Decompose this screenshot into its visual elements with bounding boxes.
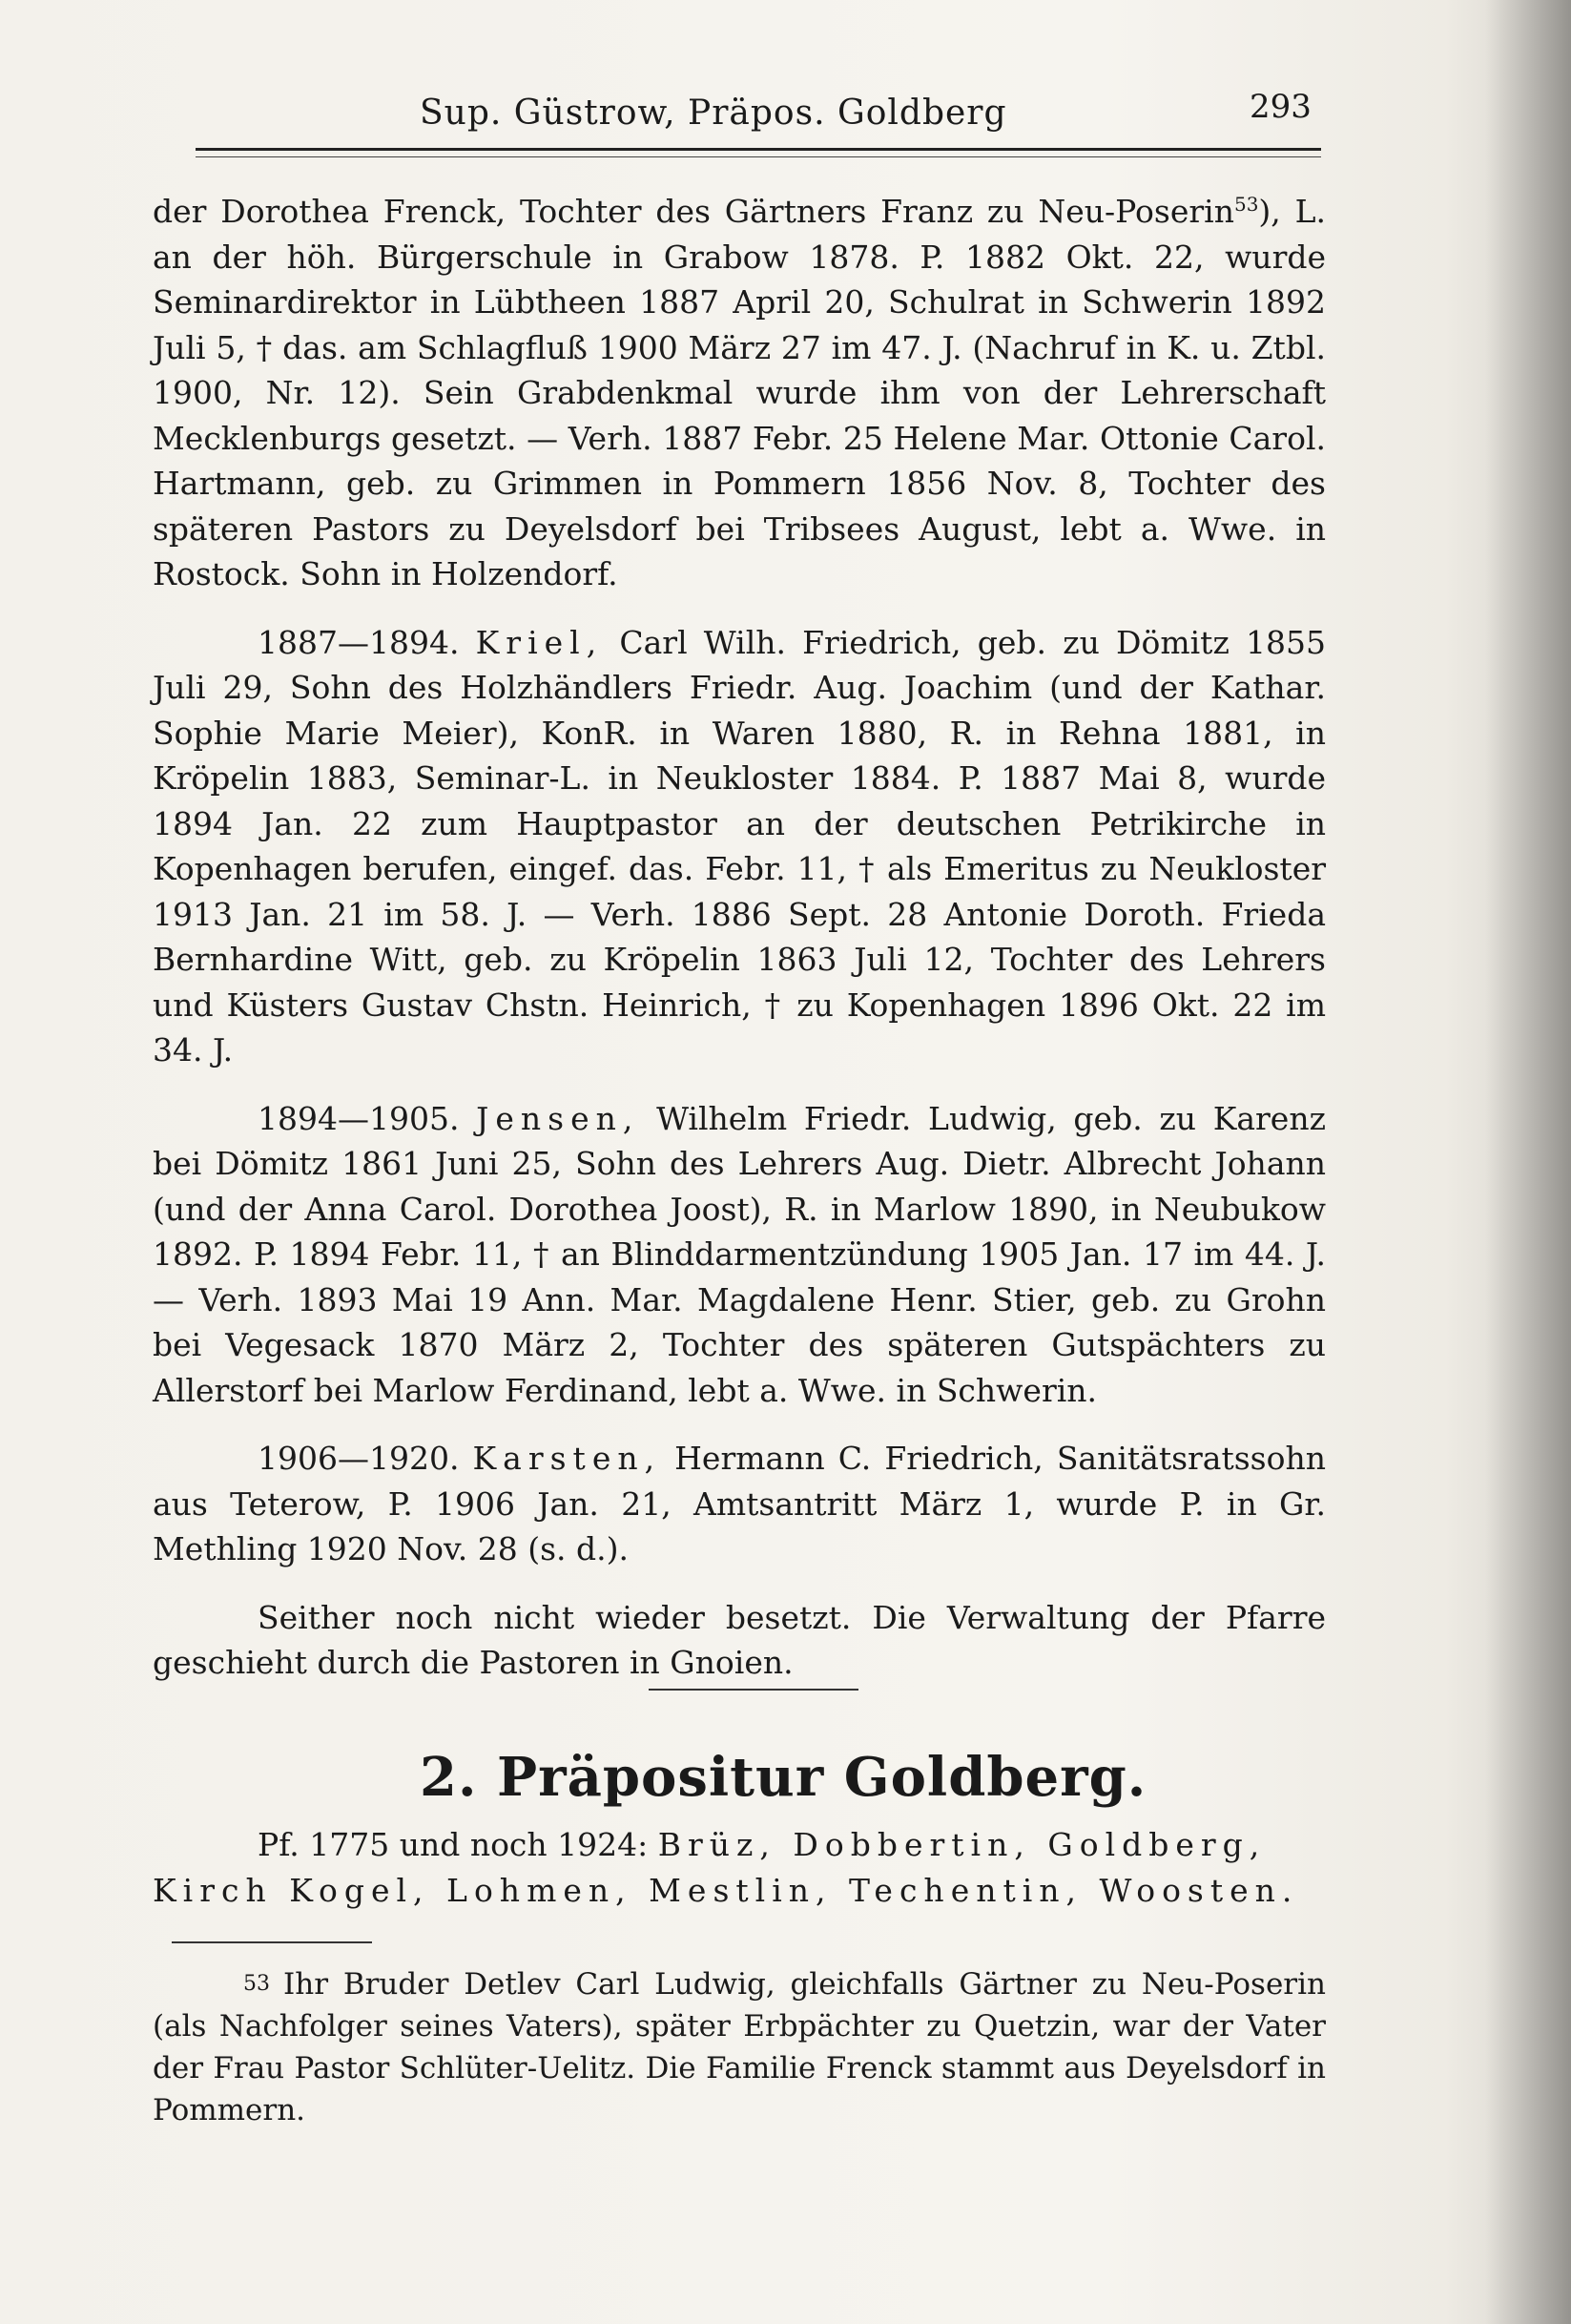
pastor-entry-jensen — [153, 1096, 1326, 1414]
section-title: 2. Präpositur Goldberg. — [420, 1746, 1147, 1809]
paragraph-continuation — [153, 189, 1326, 597]
entry-years: 1906—1920. — [258, 1440, 460, 1477]
parish-names: Brüz, Dobbertin, Goldberg, Kirch Kogel, Lohmen, Mestlin, Techentin, Woosten. — [153, 1826, 1299, 1909]
page-number: 293 — [1250, 88, 1312, 126]
entry-text: Hermann C. Friedrich, Sanitätsratssohn aus Teterow, P. 1906 Jan. 21, Amtsantritt März 1, wurde P. in Gr. Methling 1920 Nov. 28 (s. d.). — [153, 1440, 1326, 1567]
parish-intro: Pf. 1775 und noch 1924: — [258, 1826, 649, 1863]
pastor-entry-kriel — [153, 620, 1326, 1073]
entry-text: Carl Wilh. Friedrich, geb. zu Dömitz 1855 Juli 29, Sohn des Holzhändlers Friedr. Aug. Joachim (und der Kathar. Sophie Marie Meier), KonR. in Waren 1880, R. in Rehna 1881, in Kröpelin 1883, Seminar-L. in Neukloster 1884. P. 1887 Mai 8, wurde 1894 Jan. 22 zum Hauptpastor an der deutschen Petrikirche in Kopenhagen berufen, eingef. das. Febr. 11, † als Emeritus zu Neukloster 1913 Jan. 21 im 58. J. — Verh. 1886 Sept. 28 Antonie Doroth. Frieda Bernhardine Witt, geb. zu Kröpelin 1863 Juli 12, Tochter des Lehrers und Küsters Gustav Chstn. Heinrich, † zu Kopenhagen 1896 Okt. 22 im 34. J. — [153, 623, 1326, 1069]
parish-list — [153, 1822, 1326, 1913]
footnote-rule — [172, 1941, 372, 1943]
footnote-reference[interactable]: 53 — [1233, 193, 1259, 216]
entry-years: 1894—1905. — [258, 1099, 460, 1137]
header-rule-thin — [196, 156, 1321, 157]
paragraph-text: der Dorothea Frenck, Tochter des Gärtners Franz zu Neu-Poserin — [153, 193, 1234, 230]
entry-name: Karsten, — [472, 1440, 662, 1477]
paragraph-text: ), L. an der höh. Bürgerschule in Grabow 1878. P. 1882 Okt. 22, wurde Seminardirektor in Lübtheen 1887 April 20, Schulrat in Schwerin 1892 Juli 5, † das. am Schlagfluß 1900 März 27 im 47. J. (Nachruf in K. u. Ztbl. 1900, Nr. 12). Sein Grabdenkmal wurde ihm von der Lehrerschaft Mecklenburgs gesetzt. — Verh. 1887 Febr. 25 Helene Mar. Ottonie Carol. Hartmann, geb. zu Grimmen in Pommern 1856 Nov. 8, Tochter des späteren Pastors zu Deyelsdorf bei Tribsees August, lebt a. Wwe. in Rostock. Sohn in Holzendorf. — [153, 193, 1326, 592]
footnote-mark: 53 — [243, 1972, 270, 1996]
entry-text: Wilhelm Friedr. Ludwig, geb. zu Karenz bei Dömitz 1861 Juni 25, Sohn des Lehrers Aug. Dietr. Albrecht Johann (und der Anna Carol. Dorothea Joost), R. in Marlow 1890, in Neubukow 1892. P. 1894 Febr. 11, † an Blinddarmentzündung 1905 Jan. 17 im 44. J. — Verh. 1893 Mai 19 Ann. Mar. Magdalene Henr. Stier, geb. zu Grohn bei Vegesack 1870 März 2, Tochter des späteren Gutspächters zu Allerstorf bei Marlow Ferdinand, lebt a. Wwe. in Schwerin. — [153, 1099, 1326, 1409]
running-title: Sup. Güstrow, Präpos. Goldberg — [420, 93, 1007, 133]
entry-name: Kriel, — [475, 623, 604, 661]
pastor-entry-karsten — [153, 1436, 1326, 1572]
footnote — [153, 1963, 1326, 2131]
footnote-paragraph — [153, 1963, 1326, 2131]
binding-shadow — [1485, 0, 1571, 2324]
closing-paragraph: Seither noch nicht wieder besetzt. Die Verwaltung der Pfarre geschieht durch die Pastoren in Gnoien. — [153, 1598, 1326, 1681]
entry-name: Jensen, — [476, 1099, 640, 1137]
header-rule — [196, 148, 1321, 151]
entry-years: 1887—1894. — [258, 623, 460, 661]
body-text — [153, 189, 1326, 1709]
footnote-text: Ihr Bruder Detlev Carl Ludwig, gleichfalls Gärtner zu Neu-Poserin (als Nachfolger seines Vaters), später Erbpächter zu Quetzin, war der Vater der Frau Pastor Schlüter-Uelitz. Die Familie Frenck stammt aus Deyelsdorf in Pommern. — [153, 1967, 1326, 2127]
section-divider — [649, 1689, 858, 1691]
